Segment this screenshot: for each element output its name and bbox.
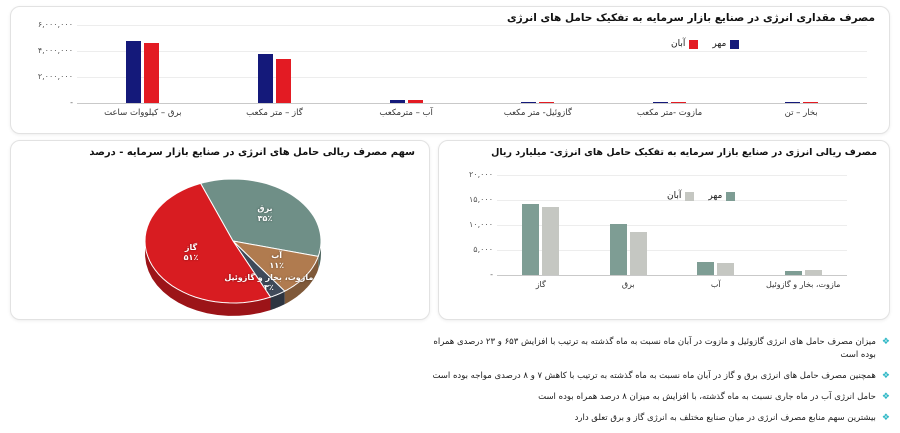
share-pie-title: سهم مصرف ریالی حامل های انرژی در صنایع بازار سرمایه - درصد: [89, 147, 415, 158]
bar: [539, 102, 554, 103]
list-item: [420, 336, 890, 362]
diamond-bullet-icon: ❖: [881, 413, 890, 423]
insights-list: [420, 336, 890, 433]
pie-slice-label: مازوت، بخار و گازوئیل ۳٪: [224, 272, 314, 292]
list-item: [420, 412, 890, 425]
list-item-text: میزان مصرف حامل های انرژی گازوئیل و مازوت در آبان ماه نسبت به ماه گذشته به ترتیب با افزایش ۶۵۳ و ۲۳ درصدی همراه بوده است: [433, 337, 876, 360]
legend-item: [671, 39, 698, 49]
x-axis-line: [497, 275, 847, 276]
y-axis-tick-label: ۴,۰۰۰,۰۰۰: [37, 46, 73, 55]
gridline: [77, 25, 867, 26]
pie-slice-label: برق ۳۵٪: [257, 204, 273, 224]
y-axis-tick-label: ۲,۰۰۰,۰۰۰: [37, 72, 73, 81]
bar: [144, 43, 159, 103]
x-axis-category-label: مازوت -متر مکعب: [636, 108, 703, 118]
x-axis-category-label: برق: [621, 280, 635, 289]
bar: [390, 100, 405, 103]
bar: [785, 102, 800, 103]
list-item-text: بیشترین سهم منابع مصرف انرژی در میان صنایع مختلف به انرژی گاز و برق تعلق دارد: [574, 413, 876, 423]
diamond-bullet-icon: ❖: [881, 371, 890, 381]
legend-swatch: [726, 192, 735, 201]
bar: [697, 262, 714, 276]
pie-svg: [11, 141, 431, 321]
diamond-bullet-icon: ❖: [881, 392, 890, 402]
y-axis-tick-label: ۱۰,۰۰۰: [468, 220, 493, 229]
legend-label: آبان: [671, 39, 686, 49]
bar: [785, 271, 802, 276]
chart-legend: [671, 39, 739, 49]
bar: [630, 232, 647, 275]
bar: [717, 263, 734, 275]
legend-swatch: [689, 40, 698, 49]
x-axis-line: [77, 103, 867, 104]
diamond-bullet-icon: ❖: [881, 337, 890, 347]
bar: [408, 100, 423, 103]
gridline: [77, 51, 867, 52]
legend-label: مهر: [712, 39, 727, 49]
bar: [522, 204, 539, 275]
quantity-chart-plot: [11, 7, 889, 133]
share-pie-panel: [10, 140, 430, 320]
chart-legend: [667, 191, 735, 201]
list-item: [420, 370, 890, 383]
quantity-chart-title: مصرف مقداری انرژی در صنایع بازار سرمایه به تفکیک حامل های انرژی: [507, 12, 875, 24]
bar: [671, 102, 686, 103]
bar: [276, 59, 291, 103]
legend-item: [708, 191, 735, 201]
y-axis-tick-label: -: [490, 270, 493, 279]
x-axis-category-label: گاز – متر مکعب: [246, 108, 303, 118]
list-item-text: همچنین مصرف حامل های انرژی برق و گاز در آبان ماه نسبت به ماه گذشته به ترتیب با کاهش ۷ و ۸ درصدی مواجه بوده است: [432, 371, 876, 381]
x-axis-category-label: گاز: [535, 280, 546, 289]
bar: [803, 102, 818, 103]
x-axis-category-label: گازوئیل- متر مکعب: [503, 108, 572, 118]
pie-slice-label: گاز ۵۱٪: [183, 242, 199, 262]
list-item: [420, 391, 890, 404]
share-pie-plot: [11, 141, 429, 319]
legend-swatch: [730, 40, 739, 49]
x-axis-category-label: بخار – تن: [784, 108, 818, 118]
y-axis-tick-label: -: [70, 98, 73, 107]
gridline: [497, 175, 847, 176]
legend-item: [712, 39, 739, 49]
rial-chart-title: مصرف ریالی انرژی در صنایع بازار سرمایه به تفکیک حامل های انرژی- میلیارد ریال: [491, 147, 877, 158]
x-axis-category-label: برق – کیلووات ساعت: [104, 108, 182, 118]
x-axis-category-label: مازوت، بخار و گازوئیل: [766, 280, 841, 289]
bar: [653, 102, 668, 103]
x-axis-category-label: آب: [710, 280, 721, 289]
bar: [521, 102, 536, 103]
pie-slice-label: آب ۱۱٪: [269, 250, 284, 270]
legend-item: [667, 191, 694, 201]
y-axis-tick-label: ۱۵,۰۰۰: [468, 195, 493, 204]
rial-chart-plot: [439, 141, 889, 319]
gridline: [77, 77, 867, 78]
bar: [805, 270, 822, 275]
quantity-chart-panel: [10, 6, 890, 134]
bar: [126, 41, 141, 103]
rial-chart-panel: [438, 140, 890, 320]
bar: [610, 224, 627, 276]
legend-swatch: [685, 192, 694, 201]
x-axis-category-label: آب – مترمکعب: [379, 108, 433, 118]
bar: [542, 207, 559, 276]
y-axis-tick-label: ۲۰,۰۰۰: [468, 170, 493, 179]
legend-label: آبان: [667, 191, 682, 201]
legend-label: مهر: [708, 191, 723, 201]
list-item-text: حامل انرژی آب در ماه جاری نسبت به ماه گذشته، با افزایش به میزان ۸ درصد همراه بوده است: [538, 392, 876, 402]
y-axis-tick-label: ۶,۰۰۰,۰۰۰: [37, 20, 73, 29]
y-axis-tick-label: ۵,۰۰۰: [473, 245, 493, 254]
bar: [258, 54, 273, 103]
